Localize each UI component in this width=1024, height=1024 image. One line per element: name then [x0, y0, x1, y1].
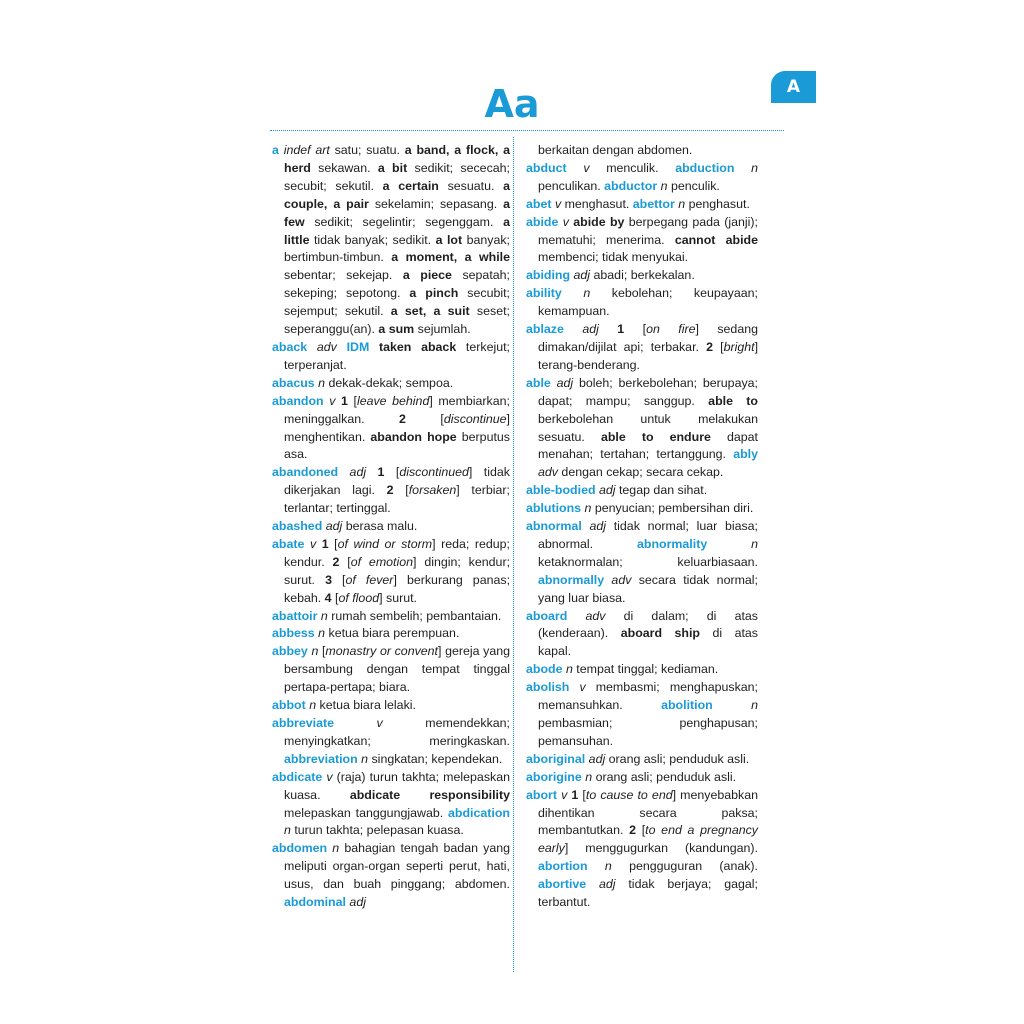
dictionary-entry — [526, 196, 758, 214]
part-of-speech: adj — [556, 375, 574, 390]
definition-text: sejumlah. — [414, 322, 471, 337]
definition-text: terkejut; terperanjat. — [284, 339, 510, 372]
example-phrase: 2 — [629, 823, 637, 838]
gloss: discontinued — [399, 465, 469, 480]
dictionary-entry — [526, 751, 758, 769]
part-of-speech: adj — [589, 519, 607, 534]
example-phrase: a couple, a pair — [284, 178, 511, 211]
headword: able-bodied — [526, 483, 596, 498]
definition-text: tidak banyak; sedikit. — [309, 232, 436, 247]
headword: abolish — [526, 680, 570, 695]
gloss: of flood — [338, 590, 380, 605]
part-of-speech: adj — [599, 877, 616, 892]
definition-text: [ — [331, 572, 346, 587]
headword: abduction — [675, 160, 735, 175]
example-phrase: a little — [284, 214, 510, 247]
part-of-speech: n — [585, 769, 593, 784]
definition-text: tidak berjaya; gagal; terbantut. — [538, 877, 758, 910]
gloss: to end a pregnancy early — [538, 823, 758, 856]
definition-text — [734, 161, 751, 175]
headword: abbey — [272, 644, 308, 659]
example-phrase: 2 — [706, 339, 713, 354]
headword: abnormal — [526, 519, 582, 534]
headword: abandon — [272, 393, 324, 408]
definition-text: [ — [624, 322, 647, 337]
example-phrase: 2 — [386, 483, 394, 498]
headword: abortion — [538, 859, 588, 874]
example-phrase: a piece — [402, 268, 452, 283]
dictionary-entry — [272, 375, 510, 393]
headword: abbreviation — [284, 751, 358, 766]
part-of-speech: n — [361, 751, 369, 766]
headword: abode — [526, 662, 563, 677]
definition-text: ] menghentikan. — [284, 411, 510, 444]
definition-text — [567, 609, 585, 623]
definition-text: ] dingin; kendur; surut. — [284, 554, 511, 587]
part-of-speech: n — [751, 698, 758, 713]
dictionary-entry — [272, 142, 510, 339]
definition-text: menghasut. — [561, 196, 633, 211]
definition-text: tegap dan sihat. — [615, 483, 708, 498]
part-of-speech: n — [318, 375, 326, 390]
definition-text: berputus asa. — [284, 429, 510, 462]
dictionary-entry — [526, 375, 758, 482]
definition-text: [ — [331, 590, 339, 605]
definition-text: menculik. — [589, 160, 676, 175]
definition-text: berkaitan dengan abdomen. — [538, 143, 693, 157]
part-of-speech: adj — [588, 751, 606, 766]
definition-text — [338, 465, 349, 479]
dictionary-entry — [272, 464, 510, 518]
example-phrase: a set, a suit — [390, 304, 470, 319]
definition-text: penculikan. — [538, 178, 605, 193]
headword: abattoir — [272, 608, 318, 623]
definition-text — [334, 716, 377, 730]
example-phrase: a moment, a while — [391, 250, 510, 265]
part-of-speech: v — [583, 160, 590, 175]
dictionary-entry — [526, 661, 758, 679]
definition-text: rumah sembelih; pembantaian. — [327, 608, 502, 623]
definition-text: singkatan; kependekan. — [368, 751, 503, 766]
definition-text: penculik. — [667, 178, 720, 193]
headword: abate — [272, 536, 305, 551]
definition-text: [ — [712, 339, 724, 354]
headword: abdicate — [272, 769, 323, 784]
part-of-speech: adj — [325, 519, 343, 534]
example-phrase: 1 — [321, 536, 329, 551]
definition-text: [ — [339, 554, 351, 569]
definition-text: [ — [318, 644, 326, 659]
definition-text: tidak normal; luar biasa; abnormal. — [538, 519, 759, 551]
definition-text: ketaknormalan; keluarbiasaan. — [538, 554, 758, 569]
part-of-speech: n — [309, 698, 317, 713]
headword: abettor — [632, 196, 675, 211]
definition-text: secara tidak normal; yang luar biasa. — [538, 572, 758, 605]
definition-text: sepatah; sekeping; sepotong. — [284, 268, 510, 301]
gloss: of emotion — [350, 554, 414, 569]
gloss: discontinue — [443, 411, 507, 426]
part-of-speech: adv — [538, 465, 558, 480]
header-divider — [270, 130, 784, 131]
definition-text: berkebolehan untuk melakukan sesuatu. — [538, 411, 758, 444]
dictionary-entry — [526, 321, 758, 375]
definition-text: penghasut. — [685, 196, 750, 211]
left-column — [272, 142, 510, 912]
definition-text: di atas kapal. — [538, 626, 759, 659]
dictionary-entry — [526, 769, 758, 787]
headword: abiding — [526, 268, 571, 283]
definition-text: sekelamin; sepasang. — [368, 196, 504, 211]
headword: abashed — [272, 519, 323, 534]
dictionary-entry — [272, 608, 510, 626]
definition-text: ] terang-benderang. — [538, 339, 759, 372]
part-of-speech: v — [326, 769, 333, 784]
part-of-speech: n — [583, 286, 591, 301]
dictionary-entry — [526, 518, 758, 608]
dictionary-entry — [526, 500, 758, 518]
part-of-speech: v — [376, 716, 383, 730]
definition-text: sedikit; sececah; secubit; sekutil. — [284, 160, 510, 193]
example-phrase: 4 — [324, 590, 332, 605]
definition-text: berpegang pada (janji); mematuhi; menerima. — [538, 214, 758, 247]
definition-text: sebentar; sekejap. — [284, 268, 403, 283]
part-of-speech: n — [320, 608, 328, 623]
part-of-speech: n — [284, 823, 291, 838]
definition-text: (raja) turun takhta; melepaskan kuasa. — [284, 769, 510, 802]
gloss: monastry or convent — [325, 644, 439, 659]
headword: abdication — [448, 805, 510, 820]
example-phrase: able to endure — [600, 429, 711, 444]
definition-text: turun takhta; pelepasan kuasa. — [290, 823, 464, 838]
dictionary-entry — [526, 787, 758, 912]
part-of-speech: n — [678, 196, 686, 211]
definition-text: satu; suatu. — [329, 143, 405, 157]
part-of-speech: adj — [582, 322, 599, 337]
dictionary-entry — [526, 285, 758, 321]
definition-text: [ — [578, 787, 586, 802]
example-phrase: 1 — [341, 393, 348, 408]
definition-text — [599, 322, 617, 336]
definition-text: ] reda; redup; kendur. — [284, 536, 510, 569]
definition-text: ] membiarkan; meninggalkan. — [284, 393, 510, 426]
definition-text: ] terbiar; terlantar; tertinggal. — [284, 483, 510, 516]
part-of-speech: adj — [349, 895, 366, 910]
definition-text: ] tidak dikerjakan lagi. — [284, 465, 510, 498]
definition-text: sedikit; segelintir; segenggam. — [304, 214, 504, 229]
example-phrase: a bit — [377, 160, 408, 175]
part-of-speech: adj — [349, 465, 367, 480]
definition-text: dekak-dekak; sempoa. — [325, 375, 454, 390]
definition-text: ketua biara lelaki. — [316, 698, 416, 713]
example-phrase: abide by — [573, 214, 625, 229]
headword: abbess — [272, 626, 315, 641]
definition-text: [ — [405, 411, 444, 426]
headword: abbreviate — [272, 716, 334, 730]
headword: a — [272, 143, 279, 157]
part-of-speech: v — [309, 536, 317, 551]
definition-text — [562, 286, 584, 300]
gloss: leave behind — [356, 393, 430, 408]
example-phrase: a few — [284, 196, 511, 229]
headword: abacus — [272, 375, 315, 390]
part-of-speech: n — [332, 841, 340, 856]
definition-text — [707, 537, 751, 551]
definition-text: pembasmian; penghapusan; pemansuhan. — [538, 716, 758, 748]
part-of-speech: n — [751, 536, 758, 551]
headword: abide — [526, 214, 559, 229]
headword: abdominal — [284, 895, 346, 910]
part-of-speech: adj — [573, 268, 591, 283]
example-phrase: 2 — [399, 411, 406, 426]
definition-text: bahagian tengah badan yang meliputi organ-organ seperti perut, hati, usus, dan buah pinggang; abdomen. — [284, 841, 511, 892]
definition-text: ketua biara perempuan. — [325, 626, 460, 641]
headword: abdomen — [272, 841, 328, 856]
part-of-speech: adj — [598, 483, 616, 498]
letter-index-tab[interactable]: A — [771, 71, 816, 103]
dictionary-entry — [272, 536, 510, 608]
headword: abandoned — [272, 465, 339, 480]
dictionary-entry — [272, 393, 510, 465]
dictionary-entry — [272, 715, 510, 769]
dictionary-entry — [526, 679, 758, 751]
headword: aback — [272, 339, 308, 354]
definition-text: dapat menahan; tertahan; tertanggung. — [538, 429, 758, 462]
part-of-speech: n — [565, 662, 573, 677]
gloss: to cause to end — [585, 787, 673, 802]
definition-text — [369, 340, 379, 354]
definition-text: ] surut. — [379, 590, 417, 605]
definition-text — [307, 340, 317, 354]
definition-text: [ — [393, 483, 409, 498]
gloss: forsaken — [408, 483, 457, 498]
example-phrase: a certain — [382, 178, 439, 193]
headword: abductor — [604, 178, 658, 193]
definition-text: membenci; tidak menyukai. — [538, 250, 689, 265]
example-phrase: a sum — [378, 322, 415, 337]
definition-text: [ — [347, 393, 357, 408]
definition-text: membasmi; menghapuskan; memansuhkan. — [538, 680, 758, 713]
example-phrase: abdicate responsibility — [349, 787, 510, 802]
example-phrase: a pinch — [409, 286, 459, 301]
definition-text: ] menyebabkan dihentikan secara paksa; membantutkan. — [538, 787, 758, 838]
headword: IDM — [346, 339, 370, 354]
part-of-speech: v — [579, 680, 586, 695]
example-phrase: 3 — [325, 572, 332, 587]
dictionary-entry — [272, 840, 510, 912]
headword: abet — [526, 196, 552, 211]
dictionary-entry — [272, 643, 510, 697]
definition-text: boleh; berkebolehan; berupaya; dapat; mampu; sanggup. — [538, 375, 758, 408]
definition-text: dengan cekap; secara cekap. — [557, 465, 724, 480]
example-phrase: a band, a flock, a herd — [284, 143, 510, 175]
headword: aboard — [526, 608, 568, 623]
column-divider — [513, 137, 514, 972]
definition-text — [569, 680, 579, 694]
definition-text: berasa malu. — [342, 519, 418, 534]
definition-text — [588, 859, 605, 873]
headword: abbot — [272, 698, 306, 713]
definition-text: seset; seperanggu(an). — [284, 304, 510, 337]
definition-text — [337, 340, 347, 354]
definition-text: [ — [328, 536, 338, 551]
part-of-speech: n — [604, 859, 612, 874]
part-of-speech: indef art — [283, 143, 330, 157]
part-of-speech: adv — [611, 572, 632, 587]
dictionary-entry — [526, 482, 758, 500]
part-of-speech: adv — [316, 339, 337, 354]
definition-text — [366, 465, 377, 479]
part-of-speech: v — [561, 787, 568, 802]
headword: abortive — [538, 877, 587, 892]
definition-text: melepaskan tanggungjawab. — [284, 805, 449, 820]
dictionary-entry — [272, 518, 510, 536]
example-phrase: able to — [708, 393, 758, 408]
headword: able — [526, 375, 551, 390]
example-phrase: cannot abide — [674, 232, 759, 247]
definition-text: tempat tinggal; kediaman. — [572, 662, 719, 677]
headword: abnormally — [538, 572, 605, 587]
definition-text: orang asli; penduduk asli. — [605, 751, 750, 766]
definition-text — [713, 698, 751, 712]
definition-text: ] sedang dimakan/dijilat api; terbakar. — [538, 322, 758, 354]
right-column — [526, 142, 758, 912]
dictionary-entry — [272, 697, 510, 715]
example-phrase: 2 — [332, 554, 340, 569]
page-heading: Aa — [484, 82, 540, 126]
definition-text: secubit; sejemput; sekutil. — [284, 286, 510, 319]
example-phrase: taken aback — [379, 339, 457, 354]
dictionary-entry — [526, 142, 758, 160]
dictionary-entry — [526, 608, 758, 662]
example-phrase: 1 — [617, 322, 625, 337]
definition-text: [ — [636, 823, 646, 838]
definition-text: banyak; bertimbun-timbun. — [284, 232, 510, 265]
definition-text — [564, 322, 582, 336]
gloss: bright — [723, 339, 755, 354]
part-of-speech: n — [311, 644, 319, 659]
example-phrase: aboard ship — [620, 626, 700, 641]
headword: ablaze — [526, 322, 564, 337]
headword: aboriginal — [526, 751, 586, 766]
headword: abolition — [661, 698, 713, 713]
headword: ablutions — [526, 501, 582, 516]
definition-text: memendekkan; menyingkatkan; meringkaskan. — [284, 716, 510, 748]
part-of-speech: v — [329, 393, 336, 408]
example-phrase: a lot — [435, 232, 463, 247]
gloss: of wind or storm — [337, 536, 433, 551]
part-of-speech: n — [660, 178, 668, 193]
part-of-speech: n — [318, 626, 326, 641]
part-of-speech: n — [584, 501, 592, 516]
definition-text: penyucian; pembersihan diri. — [591, 501, 754, 516]
dictionary-entry — [526, 160, 758, 196]
example-phrase: 1 — [377, 465, 385, 480]
definition-text: kebolehan; keupayaan; kemampuan. — [538, 286, 758, 319]
dictionary-entry — [526, 267, 758, 285]
dictionary-entry — [272, 769, 510, 841]
definition-text: [ — [384, 465, 400, 480]
gloss: of fever — [345, 572, 394, 587]
definition-text: ] berkurang panas; kebah. — [284, 572, 511, 605]
definition-text: di dalam; di atas (kenderaan). — [538, 608, 758, 641]
dictionary-entry — [272, 339, 510, 375]
headword: abort — [526, 787, 557, 802]
definition-text — [567, 161, 584, 175]
headword: abnormality — [636, 536, 708, 551]
definition-text: sesuatu. — [438, 178, 504, 193]
headword: aborigine — [526, 769, 582, 784]
definition-text — [586, 877, 599, 891]
example-phrase: 1 — [571, 787, 579, 802]
part-of-speech: n — [751, 160, 758, 175]
gloss: on fire — [646, 322, 696, 337]
headword: ability — [526, 286, 562, 301]
headword: ably — [733, 447, 758, 462]
definition-text: ] gereja yang bersambung dengan tempat tinggal pertapa-pertapa; biara. — [284, 644, 510, 695]
definition-text: pengguguran (anak). — [611, 859, 758, 874]
part-of-speech: v — [562, 214, 569, 229]
dictionary-entry — [526, 214, 758, 268]
definition-text: abadi; berkekalan. — [590, 268, 695, 283]
dictionary-entry — [272, 625, 510, 643]
part-of-speech: v — [554, 196, 562, 211]
definition-text: sekawan. — [310, 160, 378, 175]
headword: abduct — [526, 160, 567, 175]
example-phrase: abandon hope — [370, 429, 457, 444]
definition-text: ] menggugurkan (kandungan). — [564, 841, 758, 856]
part-of-speech: adv — [585, 608, 606, 623]
definition-text: orang asli; penduduk asli. — [592, 769, 737, 784]
